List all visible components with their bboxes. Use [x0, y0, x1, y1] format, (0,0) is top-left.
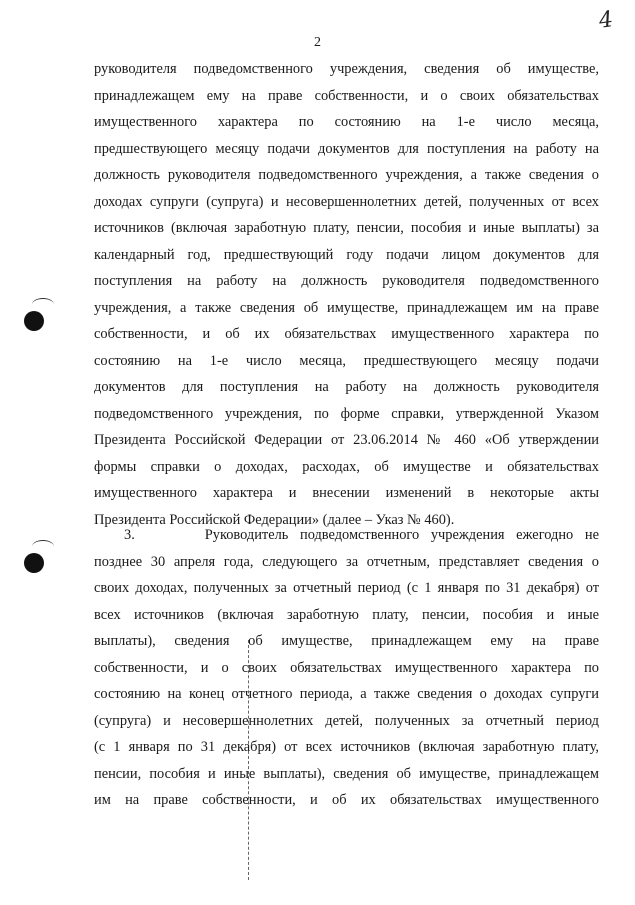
text-line: руководителя подведомственного учреждения, сведения об имуществе, — [94, 61, 599, 77]
text-line: состоянию на конец отчетного периода, а также сведения о доходах супруги — [94, 686, 599, 702]
text-line: предшествующего месяцу подачи документов для поступления на работу на — [94, 140, 599, 157]
text-line: источников (включая заработную плату, пенсии, пособия и иные выплаты) за — [94, 220, 599, 236]
text-line: им на праве собственности, и об их обязательствах имущественного — [94, 792, 599, 808]
text-line: состоянию на 1-е число месяца, предшествующего месяцу подачи — [94, 352, 599, 369]
text-line: должность руководителя подведомственного учреждения, а также сведения о — [94, 167, 599, 183]
punch-hole-bottom — [24, 553, 44, 573]
text-line: выплаты), сведения об имуществе, принадлежащем ему на праве — [94, 633, 599, 649]
text-line: формы справки о доходах, расходах, об имуществе и обязательствах — [94, 458, 599, 475]
text-line: имущественного характера по состоянию на 1-е число месяца, — [94, 114, 599, 130]
text-line: календарный год, предшествующий году подачи лицом документов для — [94, 246, 599, 263]
text-line: документов для поступления на работу на должность руководителя — [94, 379, 599, 395]
text-line: (с 1 января по 31 декабря) от всех источников (включая заработную плату, — [94, 739, 599, 755]
text-line: подведомственного учреждения, по форме справки, утвержденной Указом — [94, 405, 599, 422]
text-line: принадлежащем ему на праве собственности, и о своих обязательствах — [94, 87, 599, 104]
text-line: собственности, и о своих обязательствах имущественного характера по — [94, 659, 599, 676]
text-line: доходах супруги (супруга) и несовершеннолетних детей, полученных от всех — [94, 193, 599, 210]
punch-hole-arc-bottom — [32, 540, 54, 553]
text-line: учреждения, а также сведения об имуществе, принадлежащем им на праве — [94, 299, 599, 316]
text-line: Президента Российской Федерации» (далее – Указ № 460). — [94, 511, 455, 528]
text-line: 3. Руководитель подведомственного учреждения ежегодно не — [124, 527, 599, 543]
paragraph-1 — [94, 56, 599, 533]
text-line: всех источников (включая заработную плату, пенсии, пособия и иные — [94, 606, 599, 623]
text-line: поступления на работу на должность руководителя подведомственного — [94, 273, 599, 289]
text-line: имущественного характера и внесении изменений в некоторые акты — [94, 485, 599, 501]
text-line: пенсии, пособия и иные выплаты), сведения об имуществе, принадлежащем — [94, 765, 599, 782]
text-line: своих доходах, полученных за отчетный период (с 1 января по 31 декабря) от — [94, 580, 599, 596]
page-number: 2 — [314, 35, 321, 50]
paragraph-3 — [94, 522, 599, 814]
handwritten-page-mark: 4 — [597, 7, 615, 34]
text-line: (супруга) и несовершеннолетних детей, полученных за отчетный период — [94, 712, 599, 729]
text-line: позднее 30 апреля года, следующего за отчетным, представляет сведения о — [94, 553, 599, 570]
punch-hole-arc-top — [32, 298, 54, 311]
text-line: Президента Российской Федерации от 23.06.2014 № 460 «Об утверждении — [94, 432, 599, 448]
text-line: собственности, и об их обязательствах имущественного характера по — [94, 326, 599, 342]
punch-hole-top — [24, 311, 44, 331]
